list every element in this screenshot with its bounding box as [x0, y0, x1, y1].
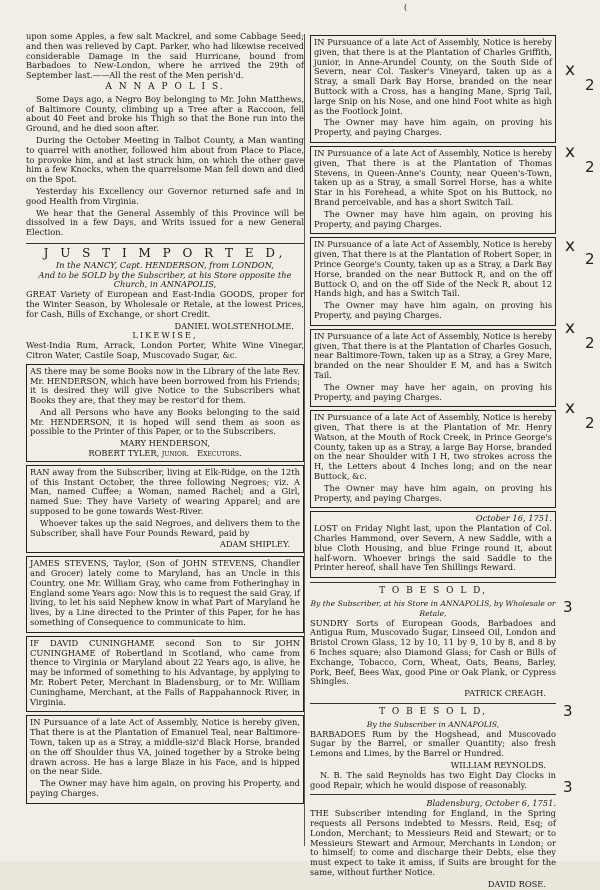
imported-ship-line: In the NANCY, Capt. HENDERSON, from LONDON,: [55, 259, 275, 270]
margin-note: 2: [585, 334, 595, 352]
stray-body: IN Pursuance of a late Act of Assembly, Notice is hereby given, That there is at the Plantation of Robert Soper, in Prince George's County, taken up as a Stray, a Dark Bay Horse, branded on the near Buttock R, and on the off Buttock O, and on the off Side of the Neck R, about 12 Hands high, and has a Switch Tail.: [314, 239, 552, 299]
stray-owner: The Owner may have him again, on proving his Property, and paying Charges.: [314, 117, 552, 138]
news-item-governor: Yesterday his Excellency our Governor returned safe and in good Health from Virginia.: [26, 185, 304, 206]
creagh-sale-ad: [310, 587, 556, 699]
imported-body: GREAT Variety of European and East-India GOODS, proper for the Winter Season, by Wholesale or Retale, at the lowest Prices, for Cash, Bills of Exchange, or short Credit.: [26, 289, 304, 319]
books-signer-2: ROBERT TYLER, junior.: [88, 448, 190, 459]
sale-signature: WILLIAM REYNOLDS.: [450, 760, 546, 770]
stevens-body: JAMES STEVENS, Taylor, (Son of JOHN STEVENS, Chandler and Grocer) lately come to Maryland, has an Uncle in this Country, one Mr. William Gray, who came from Fotheringhay in England some Years ago: Now this is to request the said Gray, if living, to let his said Nephew know in what Part of Maryland he lives, by a Line directed to the Printer of this Paper, for he has something of Consequence to communicate to him.: [30, 558, 300, 628]
lost-date: October 16, 1751.: [475, 513, 552, 524]
stray-body: IN Pursuance of a late Act of Assembly, Notice is hereby given, That there is at the Plantation of Charles Gosuch, near Baltimore-Town, taken up as a Stray, a Grey Mare, branded on the near Shoulder E M, and has a Switch Tail.: [314, 330, 552, 380]
news-item-talbot-meeting: During the October Meeting in Talbot County, a Man wanting to quarrel with another, followed him about from Place to Place, to provoke him, and at last struck him, on which the other gave him a few Knocks, when the quarrelsome Man fell down and died on the Spot.: [26, 134, 304, 185]
margin-mark: x: [565, 236, 576, 256]
runaway-body-1: RAN away from the Subscriber, living at Elk-Ridge, on the 12th of this Instant October, the three following Negroes; viz. A Man, named Cuffee; a Woman, named Rachel; and a Girl, named Sue: They have Variety of wearing Apparel; and are supposed to be gone towards West-River.: [30, 466, 300, 517]
news-item-assembly: We hear that the General Assembly of this Province will be dissolved in a few Days, and Writs issued for a new General Election.: [26, 207, 304, 238]
lost-body: LOST on Friday Night last, upon the Plantation of Col. Charles Hammond, over Severn, A new Saddle, with a blue Cloth Housing, and blue Fringe round it, about half-worn. Whoever brings the said Saddle to the Printer hereof, shall have Ten Shillings Reward.: [314, 523, 552, 573]
sale-title: T O B E S O L D,: [379, 586, 487, 597]
stevens-notice: [26, 556, 304, 633]
imported-signature: DANIEL WOLSTENHOLME.: [174, 320, 294, 331]
rose-notice: [310, 799, 556, 889]
sale-body: BARBADOES Rum by the Hogshead, and Muscovado Sugar by the Barrel, or smaller Quantity; also fresh Lemons and Limes, by the Barrel or Hundred.: [310, 728, 556, 759]
margin-mark: x: [565, 60, 576, 80]
lost-saddle-notice: [310, 511, 556, 578]
stray-owner: The Owner may have her again, on proving his Property, and paying Charges.: [314, 381, 552, 402]
margin-note: 2: [585, 158, 595, 176]
margin-mark: x: [565, 142, 576, 162]
margin-note: 2: [585, 250, 595, 268]
sale-subtitle: By the Subscriber in ANNAPOLIS,: [366, 719, 500, 729]
teal-stray-notice: [26, 715, 304, 803]
rose-signature: DAVID ROSE.: [487, 878, 546, 889]
teal-body: IN Pursuance of a late Act of Assembly, Notice is hereby given, That there is at the Plantation of Emanuel Teal, near Baltimore-Town, taken up as a Stray, a middle-siz'd Black Horse, branded on the off Shoulder thus VA, joined together by a Stroke being drawn across. He has a large Blaze in his Face, and is hipped on the near Side.: [30, 717, 300, 777]
margin-mark: x: [565, 398, 576, 418]
books-body-1: AS there may be some Books now in the Library of the late Rev. Mr. HENDERSON, which have been borrowed from his Friends; it is desired they will give Notice to the Subscribers what Books they are, that they may be restor'd for them.: [30, 365, 300, 406]
sale-body: SUNDRY Sorts of European Goods, Barbadoes and Antigua Rum, Muscovado Sugar, Linseed Oil, London and Bristol Crown Glass, 12 by 10, 11 by 9, 10 by 8, and 8 by 6 Inches square; also Diamond Glass; for Cash or Bills of Exchange, Tobacco, Corn, Wheat, Oats, Beans, Barley, Pork, Beef, Bees Wax, good Pine or Oak Plank, or Cypress Shingles.: [310, 617, 556, 687]
stray-owner: The Owner may have him again, on proving his Property, and paying Charges.: [314, 208, 552, 229]
sale-title: T O B E S O L D,: [379, 707, 487, 718]
teal-owner: The Owner may have him again, on proving his Property, and paying Charges.: [30, 778, 300, 798]
sale-subtitle: By the Subscriber, at his Store in ANNAPOLIS, by Wholesale or Retale,: [310, 599, 556, 618]
sale-signature: PATRICK CREAGH.: [464, 688, 546, 699]
stray-notice-gosuch: [310, 329, 556, 408]
imported-ad: [26, 245, 304, 361]
stray-notice-soper: [310, 237, 556, 325]
imported-title: J U S T I M P O R T E D,: [43, 245, 287, 260]
books-body-2: And all Persons who have any Books belonging to the said Mr. HENDERSON, it is hoped will send them as soon as possible to the Printer of this Paper, or to the Subscribers.: [30, 406, 300, 437]
margin-note: 3: [563, 598, 573, 616]
imported-store-line: And to be SOLD by the Subscriber, at his Store opposite the Church, in ANNAPOLIS,: [38, 269, 292, 290]
margin-note: 2: [585, 414, 595, 432]
runaway-notice: [26, 465, 304, 553]
books-executors: Executors.: [197, 448, 242, 459]
stray-body: IN Pursuance of a late Act of Assembly, Notice is hereby given, That there is at the Plantation of Mr. Henry Watson, at the Mouth of Rock Creek, in Prince George's County, taken up as a Stray, a large Bay Horse, branded on the near Shoulder with I H, two strokes across the H, the Letters about 4 Inches long; and on the near Buttock, &c.: [314, 412, 552, 482]
page-header-mark: (: [404, 3, 408, 12]
margin-mark: x: [565, 318, 576, 338]
section-rule: [310, 794, 556, 795]
right-column: [310, 32, 556, 890]
cuninghame-body: IF DAVID CUNINGHAME second Son to Sir JOHN CUNINGHAME of Robertland in Scotland, who came from thence to Virginia or Maryland about 22 Years ago, is alive, he may be informed of something to his Advantage, by applying to Mr. Robert Peter, Merchant in Bladensburg, or to Mr. William Cuninghame, Merchant, at the Falls of Rappahannock River, in Virginia.: [30, 637, 300, 707]
runaway-body-2: Whoever takes up the said Negroes, and delivers them to the Subscriber, shall have Four Pounds Reward, paid by: [30, 517, 300, 538]
stray-notice-griffith: [310, 35, 556, 143]
margin-note: 2: [585, 76, 595, 94]
books-notice: [26, 364, 304, 462]
column-divider: [304, 34, 305, 846]
stray-notice-watson: [310, 410, 556, 508]
left-column: [26, 32, 304, 807]
likewise-body: West-India Rum, Arrack, London Porter, White Wine Vinegar, Citron Water, Castile Soap, Muscovado Sugar, &c.: [26, 340, 304, 360]
reynolds-sale-ad: [310, 708, 556, 790]
stray-body: IN Pursuance of a late Act of Assembly, Notice is hereby given, That there is at the Plantation of Thomas Stevens, in Queen-Anne's County, near Queen's-Town, taken up as a Stray, a small Sorrel Horse, has a white Star in his Forehead, a white Spot on his Buttock, no Brand perceivable, and has a short Switch Tail.: [314, 147, 552, 207]
margin-note: 3: [563, 778, 573, 796]
margin-note: 3: [563, 702, 573, 720]
books-signer-1: MARY HENDERSON,: [120, 438, 210, 449]
sale-nota-bene: N. B. The said Reynolds has two Eight Day Clocks in good Repair, which he would dispose of reasonably.: [310, 769, 556, 790]
stray-owner: The Owner may have him again, on proving his Property, and paying Charges.: [314, 482, 552, 503]
stray-notice-stevens: [310, 146, 556, 234]
runaway-signature: ADAM SHIPLEY.: [219, 539, 290, 550]
likewise-heading: LIKEWISE,: [132, 330, 198, 341]
annapolis-heading: A N N A P O L I S.: [105, 81, 225, 92]
news-item-negro-boy: Some Days ago, a Negro Boy belonging to Mr. John Matthews, of Baltimore County, climbing up a Tree after a Raccoon, fell about 40 Feet and broke his Thigh so that the Bone run into the Ground, and he died soon after.: [26, 93, 304, 134]
cuninghame-notice: [26, 636, 304, 713]
stray-owner: The Owner may have him again, on proving his Property, and paying Charges.: [314, 300, 552, 320]
section-rule: [310, 703, 556, 704]
hurricane-paragraph: upon some Apples, a few salt Mackrel, and some Cabbage Seed; and then was relieved by Capt. Parker, who had likewise received considerable Damage in the said Hurricane, bound from Barbadoes to New-London, where he arrived the 29th of September last.——All the rest of the Men perish'd.: [26, 31, 304, 81]
section-rule: [26, 243, 304, 244]
stray-body: IN Pursuance of a late Act of Assembly, Notice is hereby given, that there is at the Plantation of Charles Griffith, junior, in Anne-Arundel County, on the South Side of Severn, near Col. Tasker's Vineyard, taken up as a Stray, a small Dark Bay Horse, branded on the near Buttock with a Cross, has a hanging Mane, Sprig Tail, large Snip on his Nose, and one hind Foot white as high as the Footlock Joint.: [314, 37, 552, 116]
section-rule: [310, 582, 556, 583]
rose-body: THE Subscriber intending for England, in the Spring requests all Persons indebted to Messrs. Reid, Esq; of London, Merchant; to Messieurs Reid and Stewart; or to Messieurs Stewart and Armour, Merchants in London; or to himself; to come and discharge their Debts, else they must expect to take it amiss, if Suits are brought for the same, without further Notice.: [310, 808, 556, 877]
rose-date: Bladensburg, October 6, 1751.: [426, 798, 556, 809]
